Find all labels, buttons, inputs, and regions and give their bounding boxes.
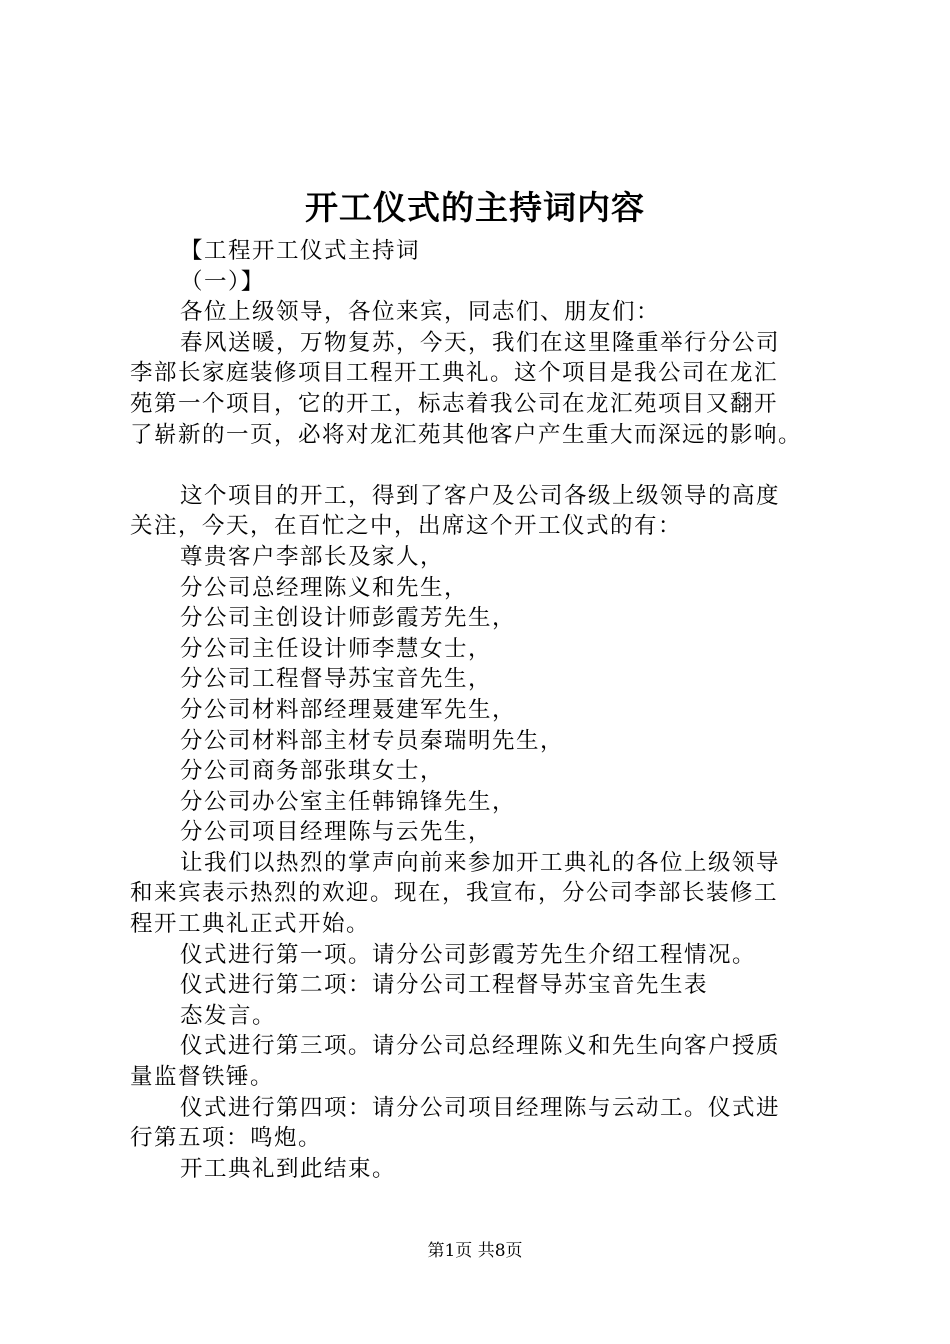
paragraph-line: 苑第一个项目，它的开工，标志着我公司在龙汇苑项目又翻开 bbox=[130, 390, 779, 417]
closing-line: 开工典礼到此结束。 bbox=[180, 1155, 397, 1182]
paragraph-line: 仪式进行第二项：请分公司工程督导苏宝音先生表 bbox=[180, 972, 709, 999]
paragraph-line: 态发言。 bbox=[180, 1002, 277, 1029]
attendee-line: 分公司主任设计师李慧女士， bbox=[180, 635, 493, 662]
attendee-line: 分公司总经理陈义和先生， bbox=[180, 574, 469, 601]
attendee-line: 分公司主创设计师彭霞芳先生， bbox=[180, 605, 517, 632]
attendee-line: 分公司办公室主任韩锦锋先生， bbox=[180, 788, 517, 815]
paragraph-line: 仪式进行第四项：请分公司项目经理陈与云动工。仪式进 bbox=[180, 1094, 781, 1121]
document-title: 开工仪式的主持词内容 bbox=[305, 188, 645, 227]
attendee-line: 分公司材料部经理聂建军先生， bbox=[180, 696, 517, 723]
paragraph-line: 春风送暖，万物复苏，今天，我们在这里隆重举行分公司 bbox=[180, 329, 781, 356]
paragraph-line: 李部长家庭装修项目工程开工典礼。这个项目是我公司在龙汇 bbox=[130, 360, 779, 387]
blank-line bbox=[130, 450, 842, 481]
heading-line: 【工程开工仪式主持词 bbox=[180, 238, 421, 264]
attendee-line: 尊贵客户李部长及家人， bbox=[180, 543, 445, 570]
document-body bbox=[130, 236, 842, 1184]
attendee-line: 分公司材料部主材专员秦瑞明先生， bbox=[180, 727, 565, 754]
paragraph-line: 了崭新的一页，必将对龙汇苑其他客户产生重大而深远的影响。 bbox=[130, 421, 803, 448]
paragraph-line: 行第五项：鸣炮。 bbox=[130, 1125, 323, 1152]
paragraph-line: 和来宾表示热烈的欢迎。现在，我宣布，分公司李部长装修工 bbox=[130, 880, 779, 907]
paragraph-line: 让我们以热烈的掌声向前来参加开工典礼的各位上级领导 bbox=[180, 849, 781, 876]
paragraph-line: 量监督铁锤。 bbox=[130, 1064, 275, 1091]
paragraph-line: 这个项目的开工，得到了客户及公司各级上级领导的高度 bbox=[180, 482, 781, 509]
paragraph-line: 关注，今天，在百忙之中，出席这个开工仪式的有： bbox=[130, 513, 683, 540]
paragraph-line: 仪式进行第三项。请分公司总经理陈义和先生向客户授质 bbox=[180, 1033, 781, 1060]
attendee-line: 分公司项目经理陈与云先生， bbox=[180, 819, 493, 846]
heading-line: （一）】 bbox=[180, 268, 265, 295]
paragraph-line: 程开工典礼正式开始。 bbox=[130, 911, 371, 938]
page-number: 第1页 共8页 bbox=[427, 1241, 523, 1261]
attendee-line: 分公司工程督导苏宝音先生， bbox=[180, 666, 493, 693]
greeting-line: 各位上级领导，各位来宾，同志们、朋友们： bbox=[180, 299, 661, 326]
paragraph-line: 仪式进行第一项。请分公司彭霞芳先生介绍工程情况。 bbox=[180, 941, 757, 968]
attendee-line: 分公司商务部张琪女士， bbox=[180, 758, 445, 785]
